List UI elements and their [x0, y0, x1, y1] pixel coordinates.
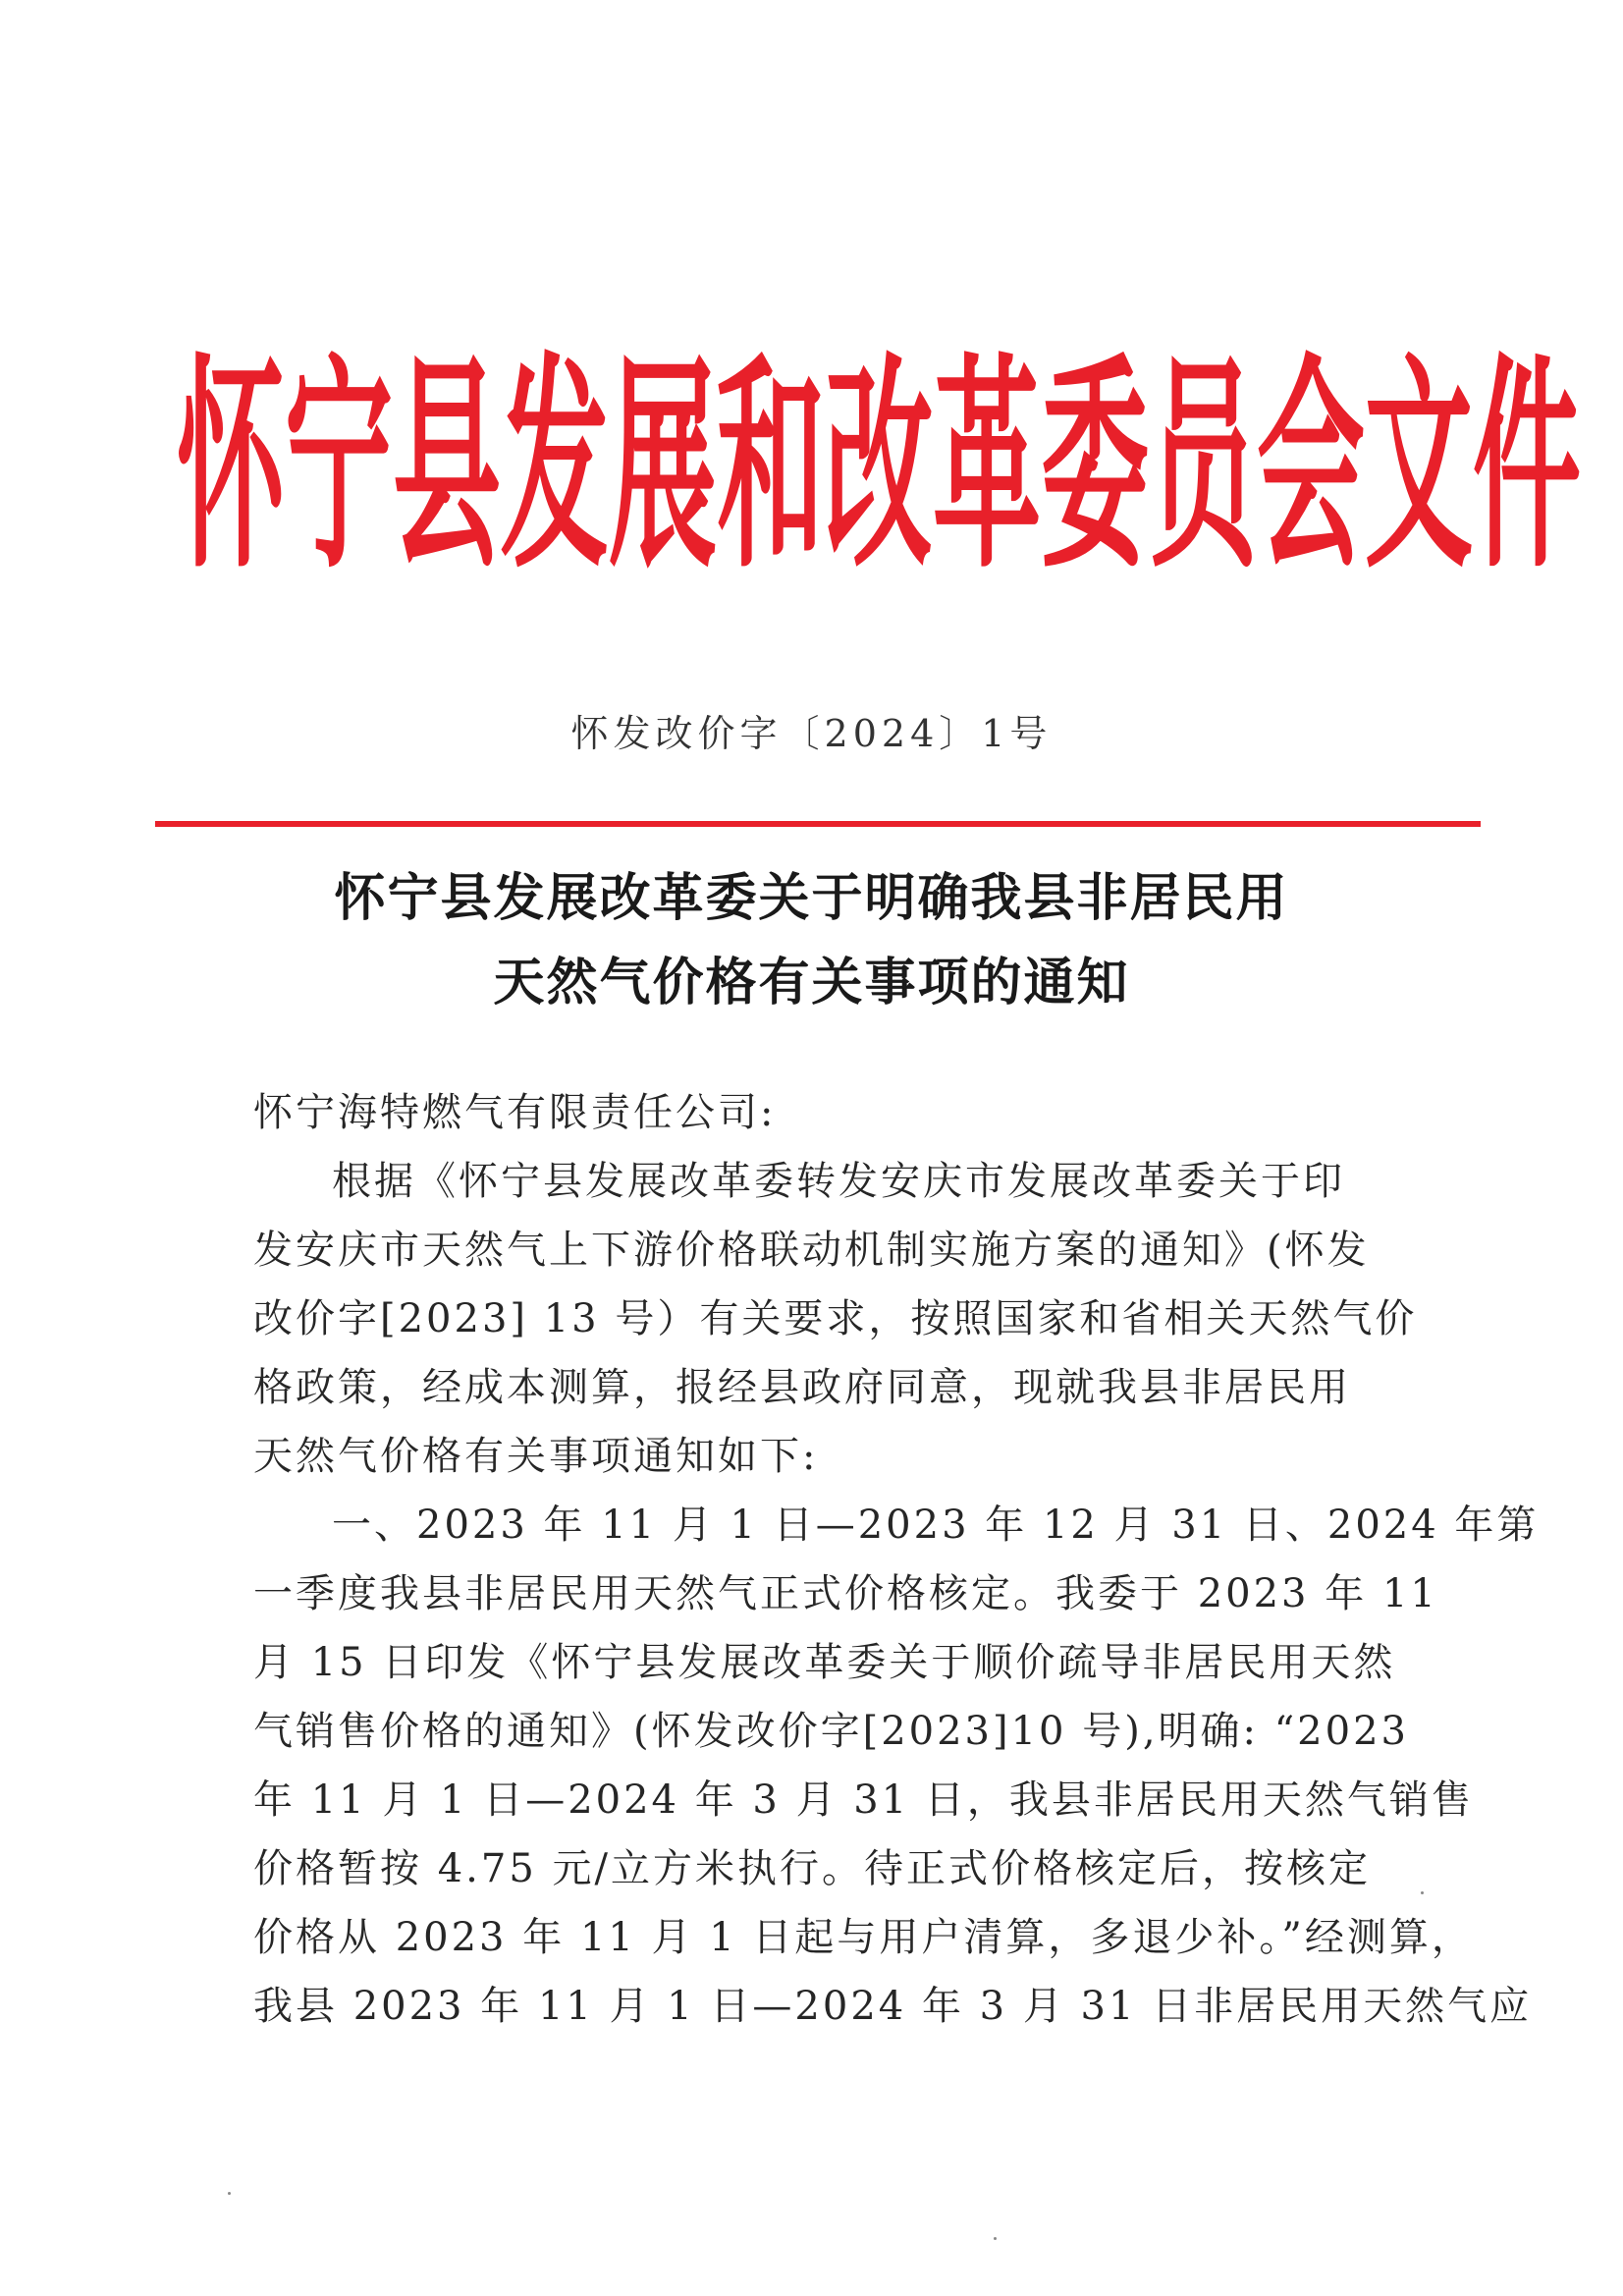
masthead-char: 宁: [285, 334, 393, 599]
body-line: 根据《怀宁县发展改革委转发安庆市发展改革委关于印: [332, 1159, 1345, 1204]
body-line: 一、2023 年 11 月 1 日—2023 年 12 月 31 日、2024 年第: [332, 1503, 1540, 1548]
masthead-char: 员: [1149, 334, 1257, 599]
scan-speck: [1421, 1891, 1424, 1894]
body-line: 天然气价格有关事项通知如下:: [253, 1434, 819, 1479]
scan-speck: [228, 2192, 231, 2195]
masthead-char: 文: [1365, 334, 1473, 599]
masthead-char: 改: [825, 334, 933, 599]
masthead-char: 件: [1473, 334, 1581, 599]
masthead-char: 革: [933, 334, 1041, 599]
masthead-char: 委: [1041, 334, 1149, 599]
document-body: [253, 1147, 1540, 2041]
masthead-char: 展: [609, 334, 717, 599]
body-line: 改价字[2023] 13 号）有关要求，按照国家和省相关天然气价: [253, 1296, 1418, 1341]
body-line: 价格暂按 4.75 元/立方米执行。待正式价格核定后，按核定: [253, 1846, 1371, 1891]
body-line: 格政策，经成本测算，报经县政府同意，现就我县非居民用: [253, 1365, 1351, 1410]
body-line: 气销售价格的通知》(怀发改价字[2023]10 号),明确: “2023: [253, 1709, 1409, 1754]
document-masthead: [177, 334, 1581, 599]
body-line: 年 11 月 1 日—2024 年 3 月 31 日，我县非居民用天然气销售: [253, 1777, 1474, 1823]
document-number: 怀发改价字〔2024〕1号: [570, 712, 1053, 755]
body-line: 一季度我县非居民用天然气正式价格核定。我委于 2023 年 11: [253, 1571, 1438, 1616]
masthead-char: 怀: [177, 334, 285, 599]
body-line: 月 15 日印发《怀宁县发展改革委关于顺价疏导非居民用天然: [253, 1640, 1396, 1685]
masthead-char: 和: [717, 334, 825, 599]
body-line: 我县 2023 年 11 月 1 日—2024 年 3 月 31 日非居民用天然气应: [253, 1984, 1533, 2029]
recipient-salutation: 怀宁海特燃气有限责任公司:: [253, 1090, 777, 1135]
masthead-char: 发: [501, 334, 609, 599]
red-divider-rule: [155, 821, 1481, 827]
body-line: 价格从 2023 年 11 月 1 日起与用户清算，多退少补。”经测算，: [253, 1915, 1474, 1960]
scan-speck: [994, 2237, 997, 2240]
document-title-line-1: 怀宁县发展改革委关于明确我县非居民用: [334, 868, 1289, 928]
masthead-char: 县: [393, 334, 501, 599]
masthead-char: 会: [1257, 334, 1365, 599]
body-line: 发安庆市天然气上下游价格联动机制实施方案的通知》(怀发: [253, 1228, 1370, 1273]
document-title-line-2: 天然气价格有关事项的通知: [493, 953, 1130, 1012]
